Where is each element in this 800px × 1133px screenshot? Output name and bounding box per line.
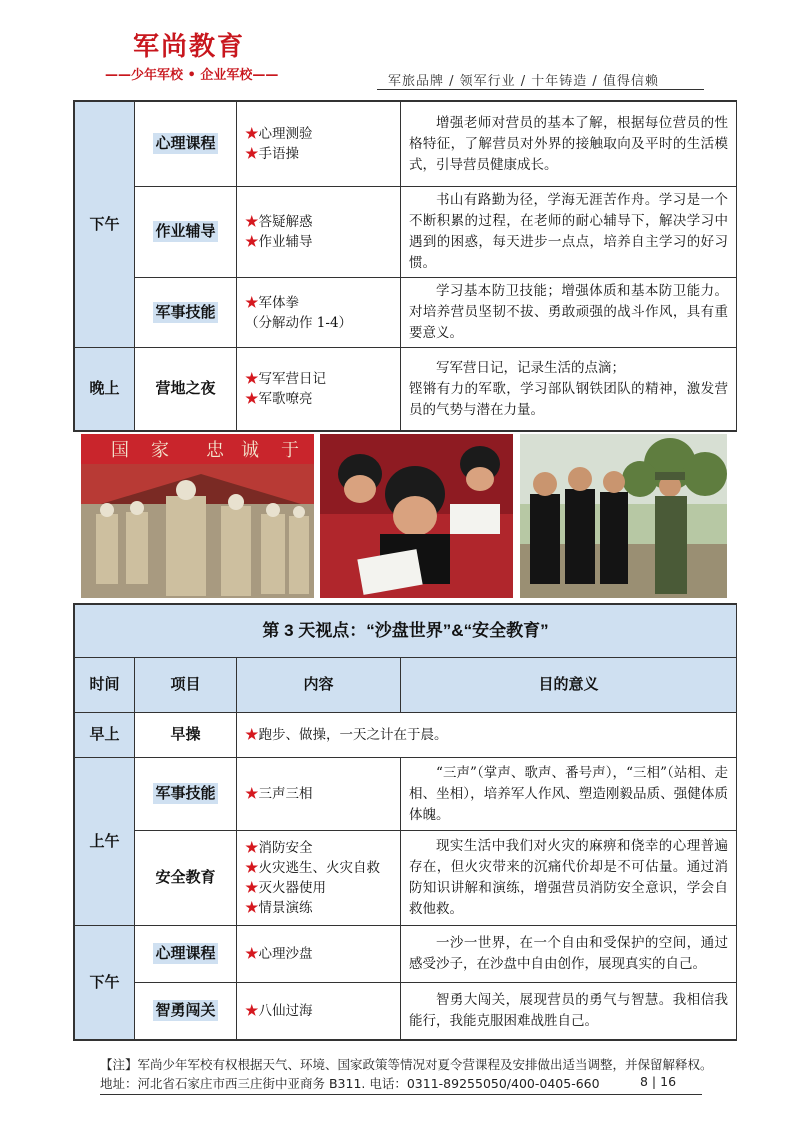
footer-note: 【注】军尚少年军校有权根据天气、环境、国家政策等情况对夏令营课程及安排做出适当调整，并保留解释权。 bbox=[100, 1057, 713, 1072]
content-cell: ★跑步、做操，一天之计在于晨。 bbox=[237, 713, 737, 758]
photo-strip bbox=[73, 430, 735, 603]
purpose-cell: 智勇大闯关，展现营员的勇气与智慧。我相信我能行，我能克服困难战胜自己。 bbox=[401, 983, 737, 1040]
purpose-cell: 书山有路勤为径，学海无涯苦作舟。学习是一个不断积累的过程，在老师的耐心辅导下，解决学习中遇到的困惑，每天进步一点点，培养自主学习的好习惯。 bbox=[401, 187, 737, 278]
time-evening: 晚上 bbox=[75, 348, 135, 431]
header-purpose: 目的意义 bbox=[401, 658, 737, 713]
banner-char: 于 bbox=[281, 440, 299, 461]
project-cell: 早操 bbox=[135, 713, 237, 758]
project-cell: 营地之夜 bbox=[135, 348, 237, 431]
star-icon: ★ bbox=[245, 1003, 259, 1019]
star-icon: ★ bbox=[245, 880, 259, 896]
banner-char: 国 bbox=[111, 440, 129, 461]
time-afternoon: 下午 bbox=[75, 102, 135, 348]
purpose-cell: “三声”（掌声、歌声、番号声），“三相”（站相、走相、坐相），培养军人作风、塑造刚毅品质、强健体质体魄。 bbox=[401, 758, 737, 831]
content-cell: ★三声三相 bbox=[237, 758, 401, 831]
purpose-cell: 写军营日记，记录生活的点滴； 铿锵有力的军歌，学习部队钢铁团队的精神，激发营员的气势与潜在力量。 bbox=[401, 348, 737, 431]
day3-title: 第 3 天视点：“沙盘世界”&“安全教育” bbox=[75, 605, 737, 658]
star-icon: ★ bbox=[245, 146, 259, 162]
header-divider bbox=[377, 89, 704, 90]
purpose-cell: 一沙一世界，在一个自由和受保护的空间，通过感受沙子，在沙盘中自由创作，展现真实的自己。 bbox=[401, 926, 737, 983]
photo-marching-cadets bbox=[81, 434, 314, 598]
content-cell: ★写军营日记 ★军歌嘹亮 bbox=[237, 348, 401, 431]
time-morning: 早上 bbox=[75, 713, 135, 758]
project-cell: 安全教育 bbox=[135, 831, 237, 926]
logo-subtitle: ——少年军校 • 企业军校—— bbox=[105, 68, 279, 83]
star-icon: ★ bbox=[245, 786, 259, 802]
photo-instructor-training bbox=[520, 434, 727, 598]
content-cell: ★答疑解惑 ★作业辅导 bbox=[237, 187, 401, 278]
day2-schedule-table bbox=[73, 100, 737, 432]
star-icon: ★ bbox=[245, 294, 259, 311]
logo-title: 军尚教育 bbox=[133, 32, 246, 62]
purpose-cell: 现实生活中我们对火灾的麻痹和侥幸的心理普遍存在，但火灾带来的沉痛代价却是不可估量。通过消防知识讲解和演练，增强营员消防安全意识，学会自救他救。 bbox=[401, 831, 737, 926]
project-cell: 作业辅导 bbox=[135, 187, 237, 278]
day3-schedule-table bbox=[73, 603, 737, 1041]
banner-char: 家 bbox=[151, 440, 169, 461]
header-content: 内容 bbox=[237, 658, 401, 713]
banner-char: 忠 bbox=[206, 440, 224, 461]
header-project: 项目 bbox=[135, 658, 237, 713]
content-cell: ★心理沙盘 bbox=[237, 926, 401, 983]
project-cell: 心理课程 bbox=[135, 102, 237, 187]
star-icon: ★ bbox=[245, 126, 259, 142]
star-icon: ★ bbox=[245, 946, 259, 962]
purpose-cell: 学习基本防卫技能；增强体质和基本防卫能力。对培养营员坚韧不拔、勇敢顽强的战斗作风，具有重要意义。 bbox=[401, 278, 737, 348]
time-afternoon: 下午 bbox=[75, 926, 135, 1040]
star-icon: ★ bbox=[245, 234, 259, 250]
page-number: 8 | 16 bbox=[640, 1074, 677, 1089]
star-icon: ★ bbox=[245, 860, 259, 876]
time-forenoon: 上午 bbox=[75, 758, 135, 926]
footer-address: 地址：河北省石家庄市西三庄街中亚商务 B311. 电话：0311-89255050/400-0405-660 bbox=[100, 1076, 600, 1091]
project-cell: 军事技能 bbox=[135, 278, 237, 348]
content-cell: ★军体拳 （分解动作 1-4） bbox=[237, 278, 401, 348]
banner-char: 诚 bbox=[241, 440, 259, 461]
star-icon: ★ bbox=[245, 214, 259, 230]
content-cell: ★心理测验 ★手语操 bbox=[237, 102, 401, 187]
star-icon: ★ bbox=[245, 391, 259, 407]
star-icon: ★ bbox=[245, 900, 259, 916]
header-time: 时间 bbox=[75, 658, 135, 713]
photo-students-writing bbox=[320, 434, 513, 598]
content-cell: ★消防安全 ★火灾逃生、火灾自救 ★灭火器使用 ★情景演练 bbox=[237, 831, 401, 926]
star-icon: ★ bbox=[245, 840, 259, 856]
content-cell: ★八仙过海 bbox=[237, 983, 401, 1040]
footer-divider bbox=[100, 1094, 702, 1095]
star-icon: ★ bbox=[245, 371, 259, 387]
star-icon: ★ bbox=[245, 727, 259, 743]
page-header bbox=[0, 0, 800, 95]
project-cell: 心理课程 bbox=[135, 926, 237, 983]
slogan: 军旅品牌 / 领军行业 / 十年铸造 / 值得信赖 bbox=[388, 74, 659, 89]
purpose-cell: 增强老师对营员的基本了解，根据每位营员的性格特征，了解营员对外界的接触取向及平时的生活模式，引导营员健康成长。 bbox=[401, 102, 737, 187]
project-cell: 军事技能 bbox=[135, 758, 237, 831]
project-cell: 智勇闯关 bbox=[135, 983, 237, 1040]
